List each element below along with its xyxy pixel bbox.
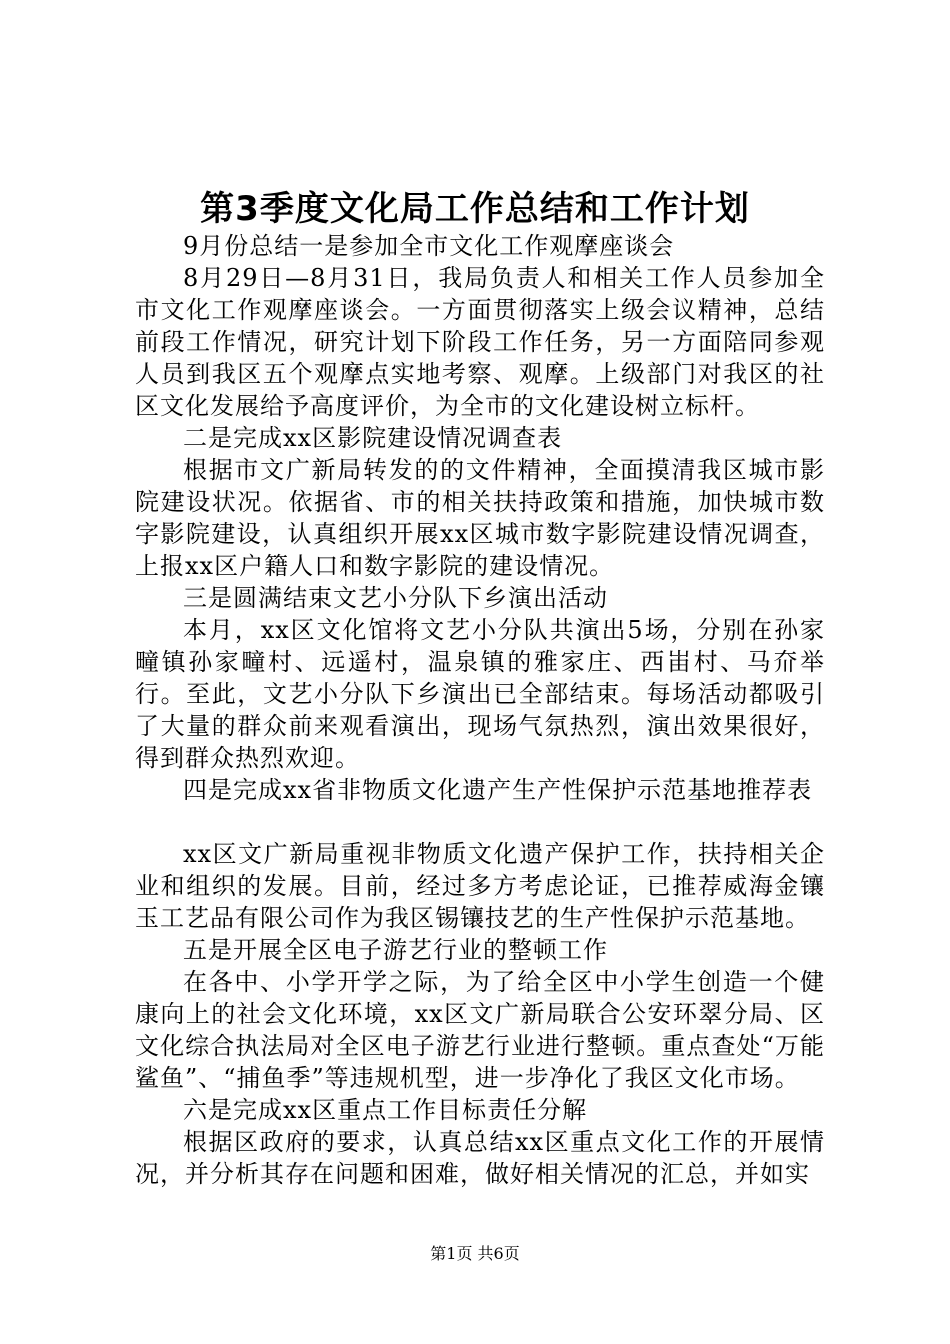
document-body bbox=[135, 230, 825, 1190]
paragraph-2: 根据市文广新局转发的的文件精神，全面摸清我区城市影院建设状况。依据省、市的相关扶持政策和措施，加快城市数字影院建设，认真组织开展xx区城市数字影院建设情况调查，上报xx区户籍人口和数字影院的建设情况。 bbox=[135, 456, 825, 580]
paragraph-3: 本月，xx区文化馆将文艺小分队共演出5场，分别在孙家疃镇孙家疃村、远遥村，温泉镇的雅家庄、西峀村、马夼举行。至此，文艺小分队下乡演出已全部结束。每场活动都吸引了大量的群众前来观看演出，现场气氛热烈，演出效果很好，得到群众热烈欢迎。 bbox=[135, 616, 825, 772]
paragraph-heading-1: 9月份总结一是参加全市文化工作观摩座谈会 bbox=[183, 232, 675, 260]
paragraph-heading-3: 三是圆满结束文艺小分队下乡演出活动 bbox=[183, 584, 608, 612]
document-title: 第3季度文化局工作总结和工作计划 bbox=[200, 189, 750, 229]
paragraph-6: 根据区政府的要求，认真总结xx区重点文化工作的开展情况，并分析其存在问题和困难，做好相关情况的汇总，并如实 bbox=[135, 1128, 825, 1188]
paragraph-heading-2: 二是完成xx区影院建设情况调查表 bbox=[183, 424, 563, 452]
page-footer: 第1页 共6页 bbox=[430, 1244, 520, 1263]
paragraph-4: xx区文广新局重视非物质文化遗产保护工作，扶持相关企业和组织的发展。目前，经过多方考虑论证，已推荐威海金镶玉工艺品有限公司作为我区锡镶技艺的生产性保护示范基地。 bbox=[135, 840, 825, 932]
paragraph-5: 在各中、小学开学之际，为了给全区中小学生创造一个健康向上的社会文化环境，xx区文广新局联合公安环翠分局、区文化综合执法局对全区电子游艺行业进行整顿。重点查处“万能鲨鱼”、“捕鱼季”等违规机型，进一步净化了我区文化市场。 bbox=[135, 968, 825, 1092]
paragraph-heading-5: 五是开展全区电子游艺行业的整顿工作 bbox=[183, 936, 608, 964]
paragraph-heading-4: 四是完成xx省非物质文化遗产生产性保护示范基地推荐表 bbox=[183, 776, 813, 804]
paragraph-1: 8月29日—8月31日，我局负责人和相关工作人员参加全市文化工作观摩座谈会。一方面贯彻落实上级会议精神，总结前段工作情况，研究计划下阶段工作任务，另一方面陪同参观人员到我区五个观摩点实地考察、观摩。上级部门对我区的社区文化发展给予高度评价，为全市的文化建设树立标杆。 bbox=[135, 264, 825, 420]
paragraph-heading-6: 六是完成xx区重点工作目标责任分解 bbox=[183, 1096, 588, 1124]
